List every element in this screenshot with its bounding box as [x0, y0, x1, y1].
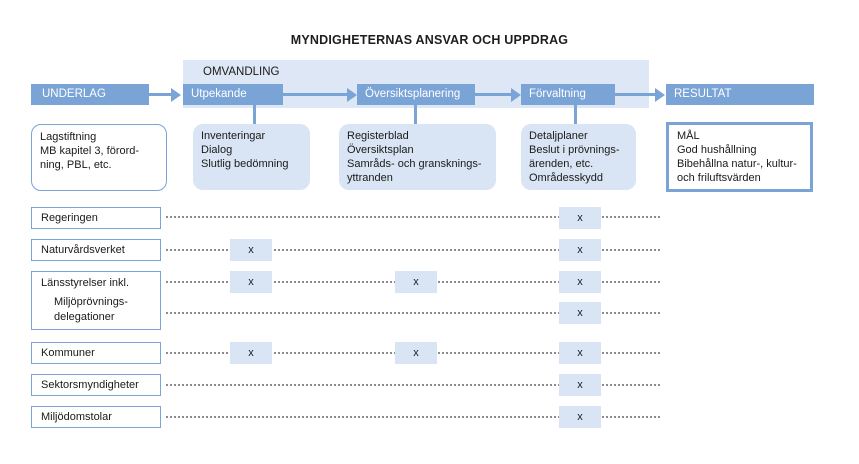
- card-line: MB kapitel 3, förord-: [40, 145, 140, 157]
- x-mark: x: [559, 406, 601, 428]
- row-lansstyrelser: [31, 271, 161, 330]
- row-sektorsmyndigheter: Sektorsmyndigheter: [31, 374, 161, 396]
- x-mark: x: [230, 239, 272, 261]
- connector: [414, 105, 417, 125]
- row-kommuner: Kommuner: [31, 342, 161, 364]
- underlag-bar: UNDERLAG: [31, 84, 149, 105]
- arrow-shaft: [475, 93, 511, 96]
- row-regeringen: Regeringen: [31, 207, 161, 229]
- card-line: Beslut i prövnings-: [529, 144, 620, 156]
- card-line: ning, PBL, etc.: [40, 159, 112, 171]
- x-mark: x: [230, 342, 272, 364]
- card-line: Översiktsplan: [347, 144, 414, 156]
- oversiktsplanering-bar: Översiktsplanering: [357, 84, 475, 105]
- card-line: Registerblad: [347, 130, 409, 142]
- row-miljoprovnings-label-1: Miljöprövnings-: [54, 296, 128, 308]
- row-lansstyrelser-label: Länsstyrelser inkl.: [41, 277, 130, 289]
- arrow-right-icon: [511, 88, 521, 102]
- card-line: God hushållning: [677, 144, 757, 156]
- x-mark: x: [395, 271, 437, 293]
- x-mark: x: [559, 374, 601, 396]
- card-line: Lagstiftning: [40, 131, 97, 143]
- card-line: Områdesskydd: [529, 172, 603, 184]
- x-mark: x: [230, 271, 272, 293]
- card-line: Dialog: [201, 144, 233, 156]
- utpekande-bar: Utpekande: [183, 84, 283, 105]
- arrow-right-icon: [171, 88, 181, 102]
- x-mark: x: [559, 342, 601, 364]
- resultat-bar: RESULTAT: [666, 84, 814, 105]
- connector: [574, 105, 577, 125]
- row-miljoprovnings-label-2: delegationer: [54, 311, 115, 323]
- forvaltning-card: [521, 124, 636, 190]
- omvandling-label: OMVANDLING: [203, 66, 280, 78]
- card-line: Bibehållna natur-, kultur-: [677, 158, 797, 170]
- x-mark: x: [559, 239, 601, 261]
- underlag-card: [31, 124, 167, 191]
- card-line: Inventeringar: [201, 130, 266, 142]
- row-miljodomstolar: Miljödomstolar: [31, 406, 161, 428]
- x-mark: x: [559, 207, 601, 229]
- card-line: Samråds- och gransknings-: [347, 158, 482, 170]
- card-line: Detaljplaner: [529, 130, 588, 142]
- card-line: Slutlig bedömning: [201, 158, 289, 170]
- resultat-card: [666, 122, 813, 192]
- row-naturvardsverket: Naturvårdsverket: [31, 239, 161, 261]
- card-line: MÅL: [677, 130, 700, 142]
- arrow-right-icon: [347, 88, 357, 102]
- arrow-shaft: [149, 93, 171, 96]
- x-mark: x: [395, 342, 437, 364]
- oversiktsplanering-card: [339, 124, 496, 190]
- x-mark: x: [559, 302, 601, 324]
- card-line: ärenden, etc.: [529, 158, 594, 170]
- forvaltning-bar: Förvaltning: [521, 84, 615, 105]
- arrow-right-icon: [655, 88, 665, 102]
- card-line: och friluftsvärden: [677, 172, 761, 184]
- arrow-shaft: [283, 93, 347, 96]
- arrow-shaft: [615, 93, 655, 96]
- utpekande-card: [193, 124, 310, 190]
- card-line: yttranden: [347, 172, 393, 184]
- connector: [253, 105, 256, 125]
- diagram-title: MYNDIGHETERNAS ANSVAR OCH UPPDRAG: [290, 33, 569, 47]
- x-mark: x: [559, 271, 601, 293]
